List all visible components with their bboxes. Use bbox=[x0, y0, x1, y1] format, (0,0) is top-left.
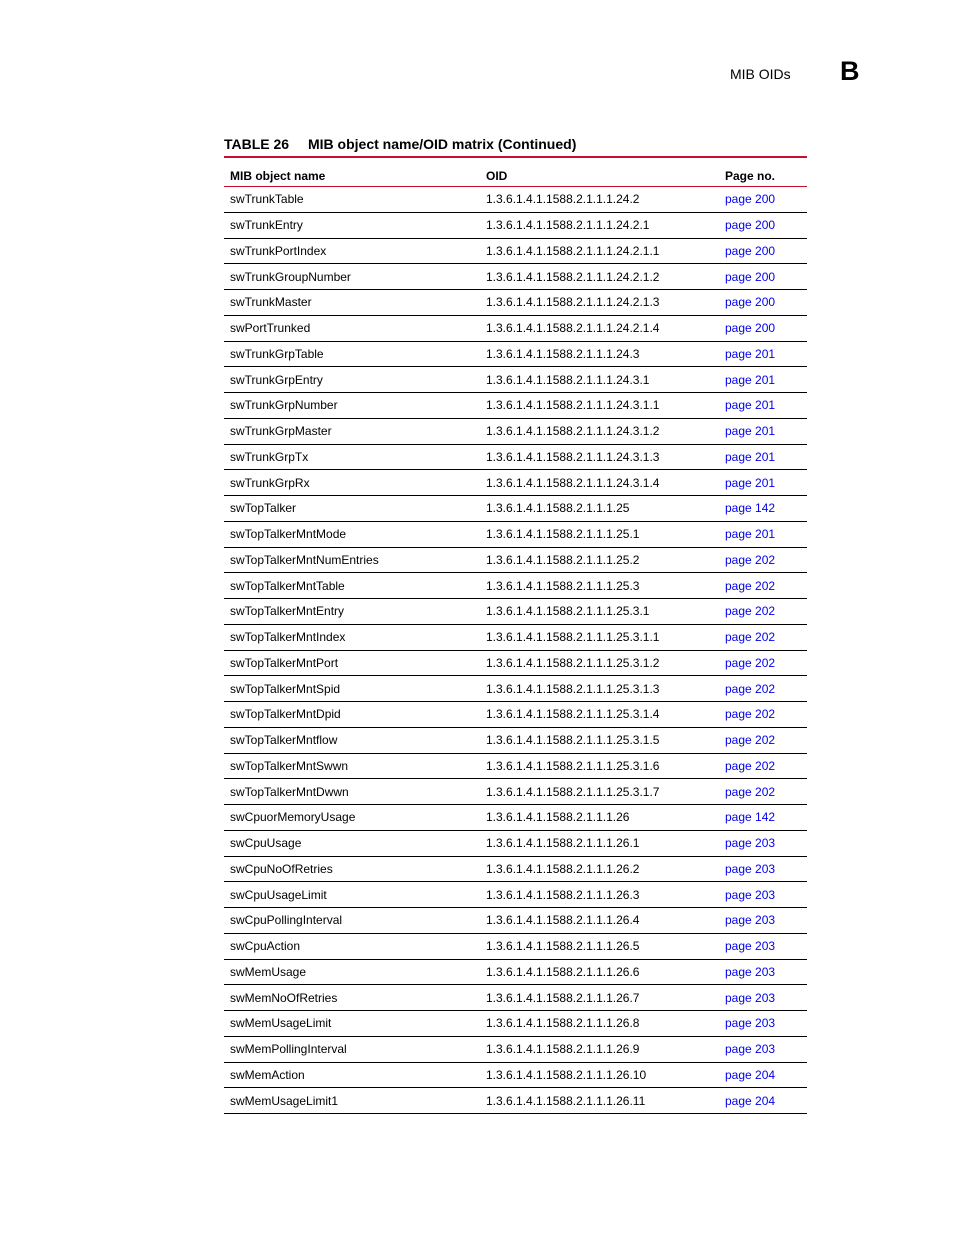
mib-object-name-cell: swTrunkPortIndex bbox=[230, 243, 327, 258]
mib-object-name-cell: swTopTalkerMntPort bbox=[230, 655, 339, 670]
table-row bbox=[224, 445, 807, 471]
mib-object-name-cell: swTopTalkerMntTable bbox=[230, 578, 345, 593]
table-row bbox=[224, 187, 807, 213]
page-link[interactable]: page 202 bbox=[725, 681, 776, 696]
page-link[interactable]: page 200 bbox=[725, 218, 776, 233]
table-row bbox=[224, 857, 807, 883]
page-link[interactable]: page 200 bbox=[725, 295, 776, 310]
page-link[interactable]: page 203 bbox=[725, 887, 776, 902]
page-link[interactable]: page 201 bbox=[725, 398, 776, 413]
header-oid: OID bbox=[486, 169, 508, 183]
mib-object-name-cell: swCpuNoOfRetries bbox=[230, 861, 333, 876]
mib-object-name-cell: swMemUsageLimit1 bbox=[230, 1093, 339, 1108]
table-row bbox=[224, 1088, 807, 1114]
oid-cell: 1.3.6.1.4.1.1588.2.1.1.1.26.6 bbox=[486, 964, 640, 979]
oid-cell: 1.3.6.1.4.1.1588.2.1.1.1.24.3.1.4 bbox=[486, 475, 660, 490]
mib-object-name-cell: swCpuAction bbox=[230, 939, 301, 954]
oid-cell: 1.3.6.1.4.1.1588.2.1.1.1.25.3.1.7 bbox=[486, 784, 660, 799]
table-row bbox=[224, 239, 807, 265]
mib-object-name-cell: swCpuorMemoryUsage bbox=[230, 810, 356, 825]
table-row bbox=[224, 805, 807, 831]
oid-cell: 1.3.6.1.4.1.1588.2.1.1.1.24.2 bbox=[486, 192, 640, 207]
mib-object-name-cell: swMemUsageLimit bbox=[230, 1016, 332, 1031]
oid-cell: 1.3.6.1.4.1.1588.2.1.1.1.24.2.1.1 bbox=[486, 243, 660, 258]
page-link[interactable]: page 200 bbox=[725, 269, 776, 284]
oid-cell: 1.3.6.1.4.1.1588.2.1.1.1.26.4 bbox=[486, 913, 640, 928]
page-link[interactable]: page 202 bbox=[725, 733, 776, 748]
page-link[interactable]: page 202 bbox=[725, 630, 776, 645]
table-row bbox=[224, 1011, 807, 1037]
table-row bbox=[224, 522, 807, 548]
oid-cell: 1.3.6.1.4.1.1588.2.1.1.1.25.3.1.1 bbox=[486, 630, 660, 645]
page-link[interactable]: page 204 bbox=[725, 1093, 776, 1108]
page-link[interactable]: page 202 bbox=[725, 784, 776, 799]
oid-cell: 1.3.6.1.4.1.1588.2.1.1.1.26.9 bbox=[486, 1042, 640, 1057]
oid-cell: 1.3.6.1.4.1.1588.2.1.1.1.24.2.1 bbox=[486, 218, 650, 233]
table-row bbox=[224, 264, 807, 290]
oid-cell: 1.3.6.1.4.1.1588.2.1.1.1.24.2.1.2 bbox=[486, 269, 660, 284]
page-link[interactable]: page 200 bbox=[725, 192, 776, 207]
table-row bbox=[224, 676, 807, 702]
oid-cell: 1.3.6.1.4.1.1588.2.1.1.1.26.1 bbox=[486, 836, 640, 851]
table-number: TABLE 26 bbox=[224, 136, 290, 152]
table-row bbox=[224, 342, 807, 368]
table-row bbox=[224, 573, 807, 599]
mib-object-name-cell: swMemPollingInterval bbox=[230, 1042, 347, 1057]
page-link[interactable]: page 200 bbox=[725, 321, 776, 336]
page-link[interactable]: page 203 bbox=[725, 1016, 776, 1031]
mib-object-name-cell: swTrunkGrpTx bbox=[230, 449, 309, 464]
mib-oid-table bbox=[224, 158, 807, 1114]
table-row bbox=[224, 754, 807, 780]
mib-object-name-cell: swTopTalkerMntNumEntries bbox=[230, 552, 379, 567]
mib-object-name-cell: swMemUsage bbox=[230, 964, 307, 979]
table-row bbox=[224, 419, 807, 445]
table-row bbox=[224, 960, 807, 986]
oid-cell: 1.3.6.1.4.1.1588.2.1.1.1.25.3.1.5 bbox=[486, 733, 660, 748]
table-row bbox=[224, 702, 807, 728]
oid-cell: 1.3.6.1.4.1.1588.2.1.1.1.26.2 bbox=[486, 861, 640, 876]
page-link[interactable]: page 202 bbox=[725, 578, 776, 593]
page-link[interactable]: page 202 bbox=[725, 604, 776, 619]
oid-cell: 1.3.6.1.4.1.1588.2.1.1.1.25.2 bbox=[486, 552, 640, 567]
page-link[interactable]: page 201 bbox=[725, 424, 776, 439]
mib-object-name-cell: swTrunkTable bbox=[230, 192, 304, 207]
oid-cell: 1.3.6.1.4.1.1588.2.1.1.1.25.3.1.6 bbox=[486, 758, 660, 773]
oid-cell: 1.3.6.1.4.1.1588.2.1.1.1.25.3 bbox=[486, 578, 640, 593]
table-row bbox=[224, 728, 807, 754]
mib-object-name-cell: swTopTalkerMntDwwn bbox=[230, 784, 349, 799]
mib-object-name-cell: swTopTalkerMntEntry bbox=[230, 604, 345, 619]
mib-object-name-cell: swCpuUsageLimit bbox=[230, 887, 327, 902]
oid-cell: 1.3.6.1.4.1.1588.2.1.1.1.26.11 bbox=[486, 1093, 646, 1108]
oid-cell: 1.3.6.1.4.1.1588.2.1.1.1.24.3.1.2 bbox=[486, 424, 660, 439]
oid-cell: 1.3.6.1.4.1.1588.2.1.1.1.25 bbox=[486, 501, 630, 516]
oid-cell: 1.3.6.1.4.1.1588.2.1.1.1.25.3.1 bbox=[486, 604, 650, 619]
oid-cell: 1.3.6.1.4.1.1588.2.1.1.1.26.5 bbox=[486, 939, 640, 954]
mib-object-name-cell: swTrunkGrpNumber bbox=[230, 398, 338, 413]
table-row bbox=[224, 599, 807, 625]
table-row bbox=[224, 831, 807, 857]
mib-object-name-cell: swCpuPollingInterval bbox=[230, 913, 343, 928]
mib-object-name-cell: swMemNoOfRetries bbox=[230, 990, 338, 1005]
mib-object-name-cell: swCpuUsage bbox=[230, 836, 302, 851]
oid-cell: 1.3.6.1.4.1.1588.2.1.1.1.25.1 bbox=[486, 527, 640, 542]
oid-cell: 1.3.6.1.4.1.1588.2.1.1.1.25.3.1.4 bbox=[486, 707, 660, 722]
table-row bbox=[224, 1037, 807, 1063]
oid-cell: 1.3.6.1.4.1.1588.2.1.1.1.26.10 bbox=[486, 1067, 647, 1082]
table-header-row bbox=[224, 158, 807, 187]
table-row bbox=[224, 470, 807, 496]
table-row bbox=[224, 548, 807, 574]
oid-cell: 1.3.6.1.4.1.1588.2.1.1.1.25.3.1.2 bbox=[486, 655, 660, 670]
header-page-no: Page no. bbox=[725, 169, 776, 183]
table-row bbox=[224, 213, 807, 239]
page-link[interactable]: page 202 bbox=[725, 655, 776, 670]
mib-object-name-cell: swTopTalkerMntMode bbox=[230, 527, 347, 542]
table-row bbox=[224, 367, 807, 393]
table-row bbox=[224, 651, 807, 677]
table-row bbox=[224, 290, 807, 316]
mib-object-name-cell: swTopTalkerMntSwwn bbox=[230, 758, 349, 773]
mib-object-name-cell: swPortTrunked bbox=[230, 321, 311, 336]
page-link[interactable]: page 204 bbox=[725, 1067, 776, 1082]
mib-object-name-cell: swTopTalkerMntflow bbox=[230, 733, 338, 748]
table-row bbox=[224, 882, 807, 908]
oid-cell: 1.3.6.1.4.1.1588.2.1.1.1.26.3 bbox=[486, 887, 640, 902]
page-link[interactable]: page 201 bbox=[725, 346, 776, 361]
page-link[interactable]: page 203 bbox=[725, 1042, 776, 1057]
page-link[interactable]: page 203 bbox=[725, 964, 776, 979]
table-row bbox=[224, 316, 807, 342]
oid-cell: 1.3.6.1.4.1.1588.2.1.1.1.26.7 bbox=[486, 990, 640, 1005]
mib-object-name-cell: swTrunkEntry bbox=[230, 218, 303, 233]
oid-cell: 1.3.6.1.4.1.1588.2.1.1.1.26.8 bbox=[486, 1016, 640, 1031]
page-link[interactable]: page 202 bbox=[725, 707, 776, 722]
oid-cell: 1.3.6.1.4.1.1588.2.1.1.1.24.3 bbox=[486, 346, 640, 361]
page-link[interactable]: page 203 bbox=[725, 836, 776, 851]
table-row bbox=[224, 934, 807, 960]
page-link[interactable]: page 142 bbox=[725, 810, 776, 825]
oid-cell: 1.3.6.1.4.1.1588.2.1.1.1.24.3.1.3 bbox=[486, 449, 660, 464]
appendix-letter: B bbox=[840, 56, 860, 86]
oid-cell: 1.3.6.1.4.1.1588.2.1.1.1.24.2.1.3 bbox=[486, 295, 660, 310]
table-row bbox=[224, 496, 807, 522]
mib-object-name-cell: swTopTalker bbox=[230, 501, 297, 516]
oid-cell: 1.3.6.1.4.1.1588.2.1.1.1.24.3.1 bbox=[486, 372, 650, 387]
section-name: MIB OIDs bbox=[730, 66, 791, 82]
mib-object-name-cell: swTrunkMaster bbox=[230, 295, 312, 310]
table-row bbox=[224, 625, 807, 651]
table-body bbox=[224, 187, 807, 1114]
page-link[interactable]: page 142 bbox=[725, 501, 776, 516]
table-row bbox=[224, 985, 807, 1011]
table-row bbox=[224, 779, 807, 805]
oid-cell: 1.3.6.1.4.1.1588.2.1.1.1.25.3.1.3 bbox=[486, 681, 660, 696]
running-head bbox=[700, 56, 860, 87]
mib-object-name-cell: swTrunkGrpRx bbox=[230, 475, 310, 490]
page-link[interactable]: page 203 bbox=[725, 990, 776, 1005]
oid-cell: 1.3.6.1.4.1.1588.2.1.1.1.24.3.1.1 bbox=[486, 398, 660, 413]
oid-cell: 1.3.6.1.4.1.1588.2.1.1.1.26 bbox=[486, 810, 630, 825]
page-link[interactable]: page 202 bbox=[725, 758, 776, 773]
page-link[interactable]: page 202 bbox=[725, 552, 776, 567]
page-link[interactable]: page 201 bbox=[725, 449, 776, 464]
page-link[interactable]: page 201 bbox=[725, 372, 776, 387]
page-link[interactable]: page 203 bbox=[725, 861, 776, 876]
mib-object-name-cell: swTrunkGroupNumber bbox=[230, 269, 351, 284]
table-caption bbox=[224, 134, 807, 156]
page-link[interactable]: page 203 bbox=[725, 913, 776, 928]
mib-object-name-cell: swTrunkGrpMaster bbox=[230, 424, 332, 439]
mib-object-name-cell: swMemAction bbox=[230, 1067, 305, 1082]
page-link[interactable]: page 201 bbox=[725, 475, 776, 490]
table-row bbox=[224, 908, 807, 934]
mib-object-name-cell: swTrunkGrpTable bbox=[230, 346, 324, 361]
mib-object-name-cell: swTopTalkerMntSpid bbox=[230, 681, 341, 696]
page-link[interactable]: page 203 bbox=[725, 939, 776, 954]
oid-cell: 1.3.6.1.4.1.1588.2.1.1.1.24.2.1.4 bbox=[486, 321, 660, 336]
table-row bbox=[224, 393, 807, 419]
mib-object-name-cell: swTopTalkerMntDpid bbox=[230, 707, 341, 722]
mib-object-name-cell: swTrunkGrpEntry bbox=[230, 372, 323, 387]
page-link[interactable]: page 201 bbox=[725, 527, 776, 542]
mib-object-name-cell: swTopTalkerMntIndex bbox=[230, 630, 346, 645]
header-mib-object-name: MIB object name bbox=[230, 169, 326, 183]
table-row bbox=[224, 1063, 807, 1089]
page-link[interactable]: page 200 bbox=[725, 243, 776, 258]
table-title: MIB object name/OID matrix (Continued) bbox=[308, 136, 577, 152]
